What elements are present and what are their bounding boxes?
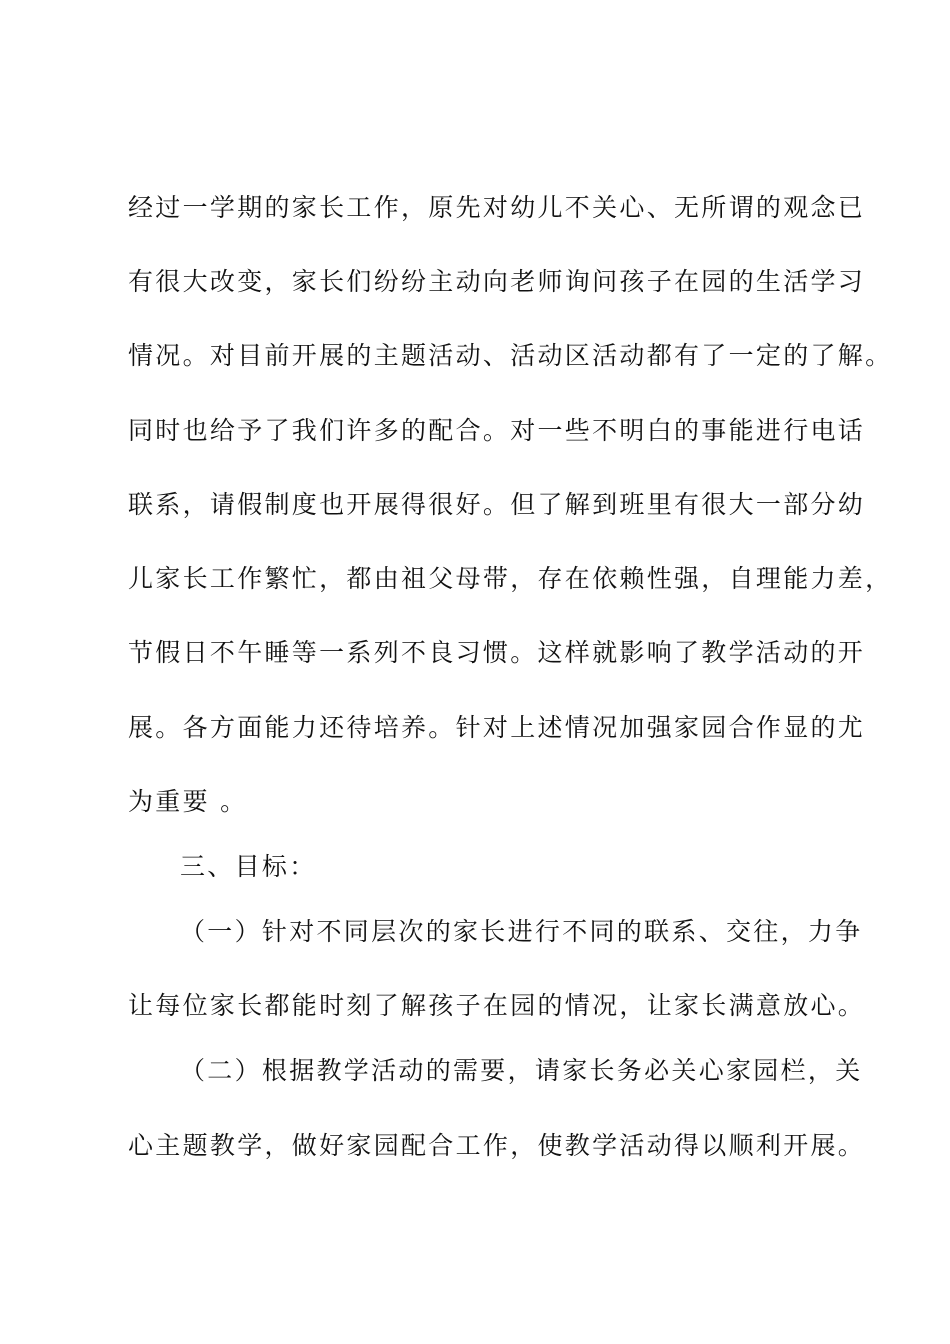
list-item-line: 让每位家长都能时刻了解孩子在园的情况，让家长满意放心。 [128,991,866,1020]
paragraph-line: 有很大改变，家长们纷纷主动向老师询问孩子在园的生活学习 [128,267,866,296]
paragraph-line: 为重要 。 [128,787,248,816]
paragraph-line: 儿家长工作繁忙，都由祖父母带，存在依赖性强，自理能力差， [128,564,893,593]
list-item-line: （二）根据教学活动的需要，请家长务必关心家园栏，关 [180,1056,863,1085]
paragraph-line: 节假日不午睡等一系列不良习惯。这样就影响了教学活动的开 [128,638,866,667]
list-item-line: 心主题教学，做好家园配合工作，使教学活动得以顺利开展。 [128,1131,866,1160]
paragraph-line: 同时也给予了我们许多的配合。对一些不明白的事能进行电话 [128,416,866,445]
paragraph-line: 展。各方面能力还待培养。针对上述情况加强家园合作显的尤 [128,713,866,742]
section-heading: 三、目标： [180,852,317,881]
paragraph-line: 联系，请假制度也开展得很好。但了解到班里有很大一部分幼 [128,490,866,519]
paragraph-line: 情况。对目前开展的主题活动、活动区活动都有了一定的了解。 [128,341,893,370]
list-item-line: （一）针对不同层次的家长进行不同的联系、交往，力争 [180,917,863,946]
paragraph-line: 经过一学期的家长工作，原先对幼儿不关心、无所谓的观念已 [128,193,866,222]
